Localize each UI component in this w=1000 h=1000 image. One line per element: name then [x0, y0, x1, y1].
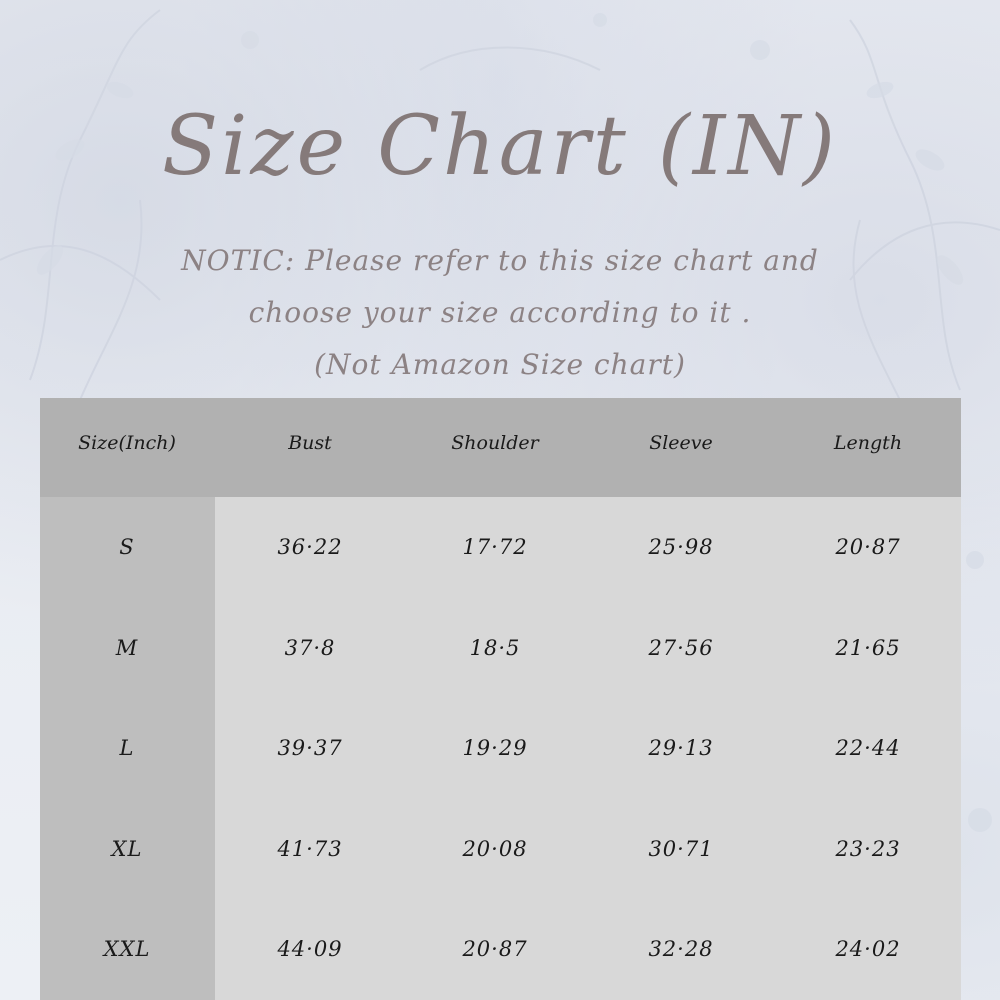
size-table: [40, 398, 961, 1000]
notice-line-2: choose your size according to it .: [248, 296, 752, 329]
table-cell-sleeve: 25·98: [648, 535, 714, 559]
header-bust: Bust: [288, 432, 332, 454]
notice-line-3: (Not Amazon Size chart): [314, 348, 686, 381]
table-cell-size: S: [119, 535, 135, 559]
table-cell-bust: 39·37: [277, 736, 343, 760]
table-cell-sleeve: 29·13: [648, 736, 714, 760]
notice-line-1: NOTIC: Please refer to this size chart and: [181, 244, 819, 277]
table-cell-length: 23·23: [835, 837, 901, 861]
header-shoulder: Shoulder: [451, 432, 539, 454]
table-cell-length: 20·87: [835, 535, 901, 559]
page-title: Size Chart (IN): [162, 99, 838, 194]
table-cell-shoulder: 17·72: [462, 535, 528, 559]
header-length: Length: [833, 432, 903, 454]
header-sleeve: Sleeve: [649, 432, 713, 454]
table-cell-shoulder: 19·29: [462, 736, 528, 760]
table-cell-shoulder: 18·5: [469, 636, 521, 660]
table-cell-size: XL: [111, 837, 143, 861]
table-cell-bust: 37·8: [284, 636, 336, 660]
table-cell-bust: 41·73: [277, 837, 343, 861]
table-cell-bust: 44·09: [277, 937, 343, 961]
table-cell-sleeve: 32·28: [648, 937, 714, 961]
table-cell-size: M: [115, 636, 139, 660]
table-cell-size: XXL: [103, 937, 151, 961]
table-cell-length: 24·02: [835, 937, 901, 961]
table-cell-length: 21·65: [835, 636, 901, 660]
table-cell-sleeve: 27·56: [648, 636, 714, 660]
table-cell-sleeve: 30·71: [648, 837, 714, 861]
table-cell-bust: 36·22: [277, 535, 343, 559]
table-cell-size: L: [119, 736, 135, 760]
table-cell-length: 22·44: [835, 736, 901, 760]
header-size: Size(Inch): [78, 432, 176, 454]
table-cell-shoulder: 20·08: [462, 837, 528, 861]
table-cell-shoulder: 20·87: [462, 937, 528, 961]
